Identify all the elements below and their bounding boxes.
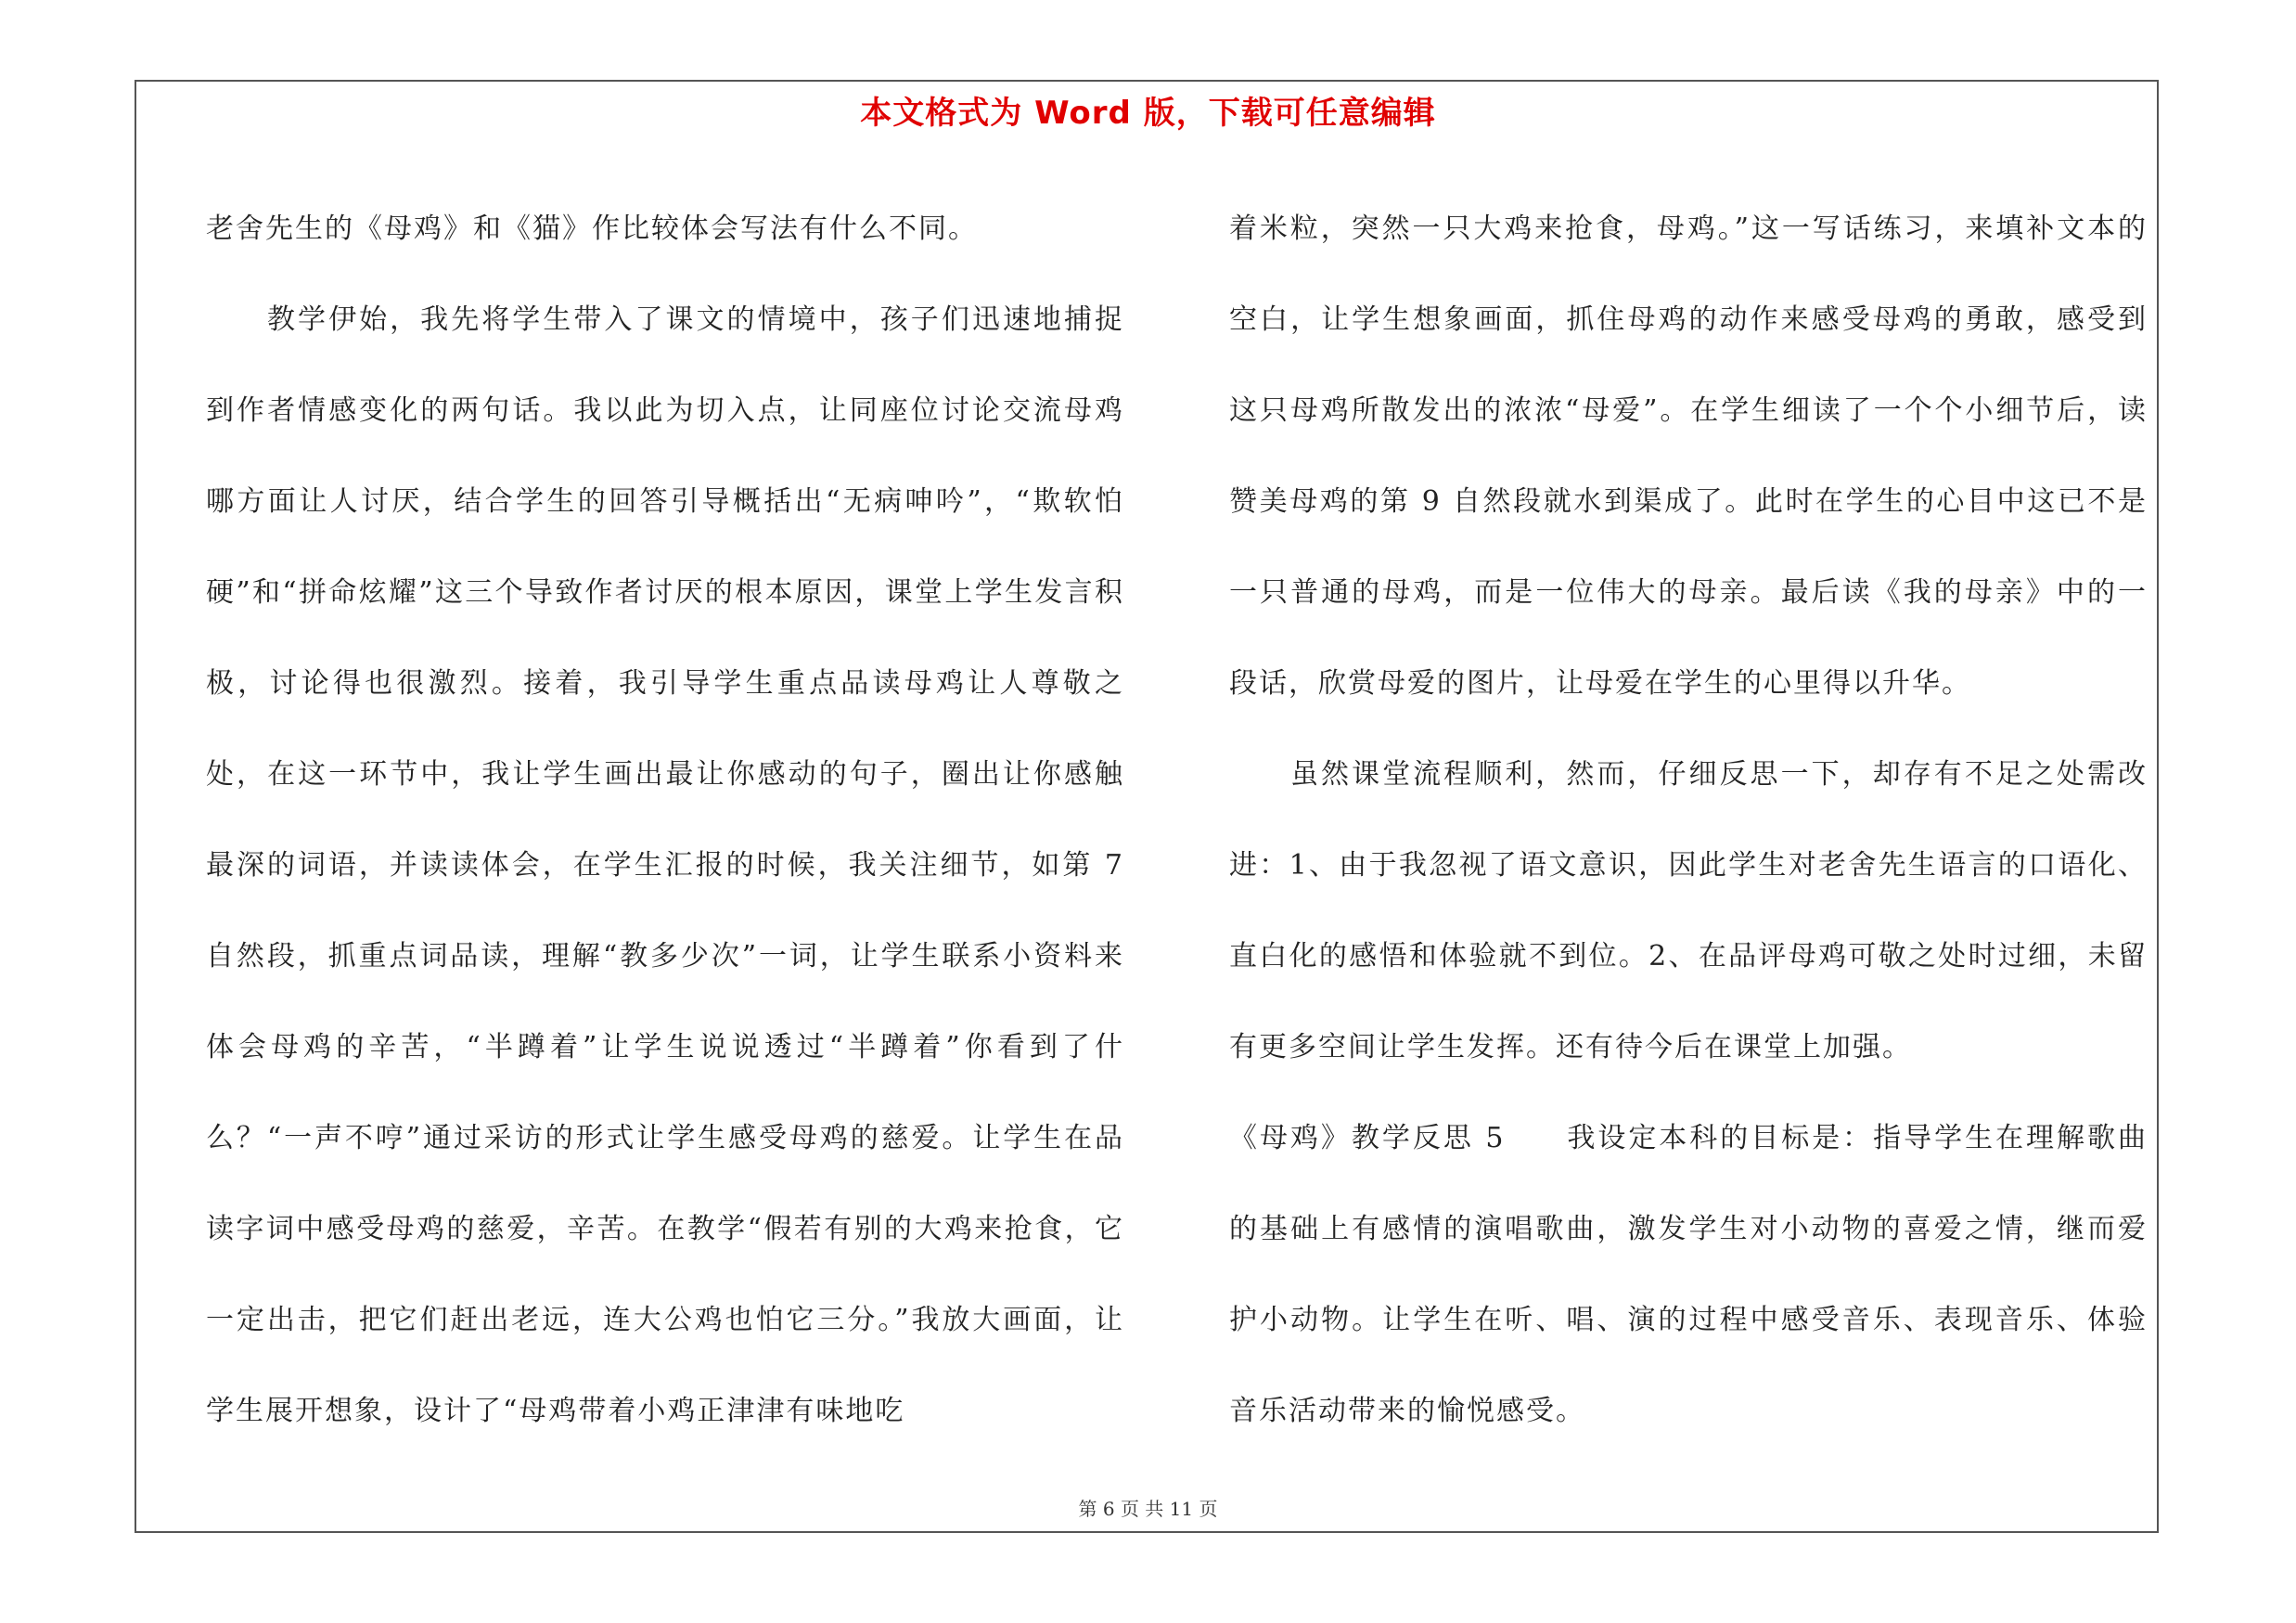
paragraph: 虽然课堂流程顺利，然而，仔细反思一下，却存有不足之处需改进：1、由于我忽视了语文意识，因此学生对老舍先生语言的口语化、直白化的感悟和体验就不到位。2、在品评母鸡可敬之处时过细，未留有更多空间让学生发挥。还有待今后在课堂上加强。 <box>1229 758 2148 1063</box>
download-notice-header: 本文格式为 Word 版，下载可任意编辑 <box>860 95 1436 132</box>
right-text-column <box>1229 184 2148 1457</box>
page-number-footer: 第 6 页 共 11 页 <box>1078 1498 1218 1520</box>
section-heading-paragraph: 《母鸡》教学反思 5 我设定本科的目标是：指导学生在理解歌曲的基础上有感情的演唱歌曲，激发学生对小动物的喜爱之情，继而爱护小动物。让学生在听、唱、演的过程中感受音乐、表现音乐、体验音乐活动带来的愉悦感受。 <box>1229 1122 2148 1427</box>
paragraph: 教学伊始，我先将学生带入了课文的情境中，孩子们迅速地捕捉到作者情感变化的两句话。我以此为切入点，让同座位讨论交流母鸡哪方面让人讨厌，结合学生的回答引导概括出“无病呻吟”，“欺软怕硬”和“拼命炫耀”这三个导致作者讨厌的根本原因，课堂上学生发言积极，讨论得也很激烈。接着，我引导学生重点品读母鸡让人尊敬之处，在这一环节中，我让学生画出最让你感动的句子，圈出让你感触最深的词语，并读读体会，在学生汇报的时候，我关注细节，如第 7 自然段，抓重点词品读，理解“教多少次”一词，让学生联系小资料来体会母鸡的辛苦，“半蹲着”让学生说说透过“半蹲着”你看到了什么？“一声不哼”通过采访的形式让学生感受母鸡的慈爱。让学生在品读字词中感受母鸡的慈爱，辛苦。在教学“假若有别的大鸡来抢食，它一定出击，把它们赶出老远，连大公鸡也怕它三分。”我放大画面，让学生展开想象，设计了“母鸡带着小鸡正津津有味地吃 <box>206 303 1124 1427</box>
left-text-column <box>206 184 1124 1457</box>
paragraph: 老舍先生的《母鸡》和《猫》作比较体会写法有什么不同。 <box>206 213 978 245</box>
paragraph: 着米粒，突然一只大鸡来抢食，母鸡。”这一写话练习，来填补文本的空白，让学生想象画面，抓住母鸡的动作来感受母鸡的勇敢，感受到这只母鸡所散发出的浓浓“母爱”。在学生细读了一个个小细节后，读赞美母鸡的第 9 自然段就水到渠成了。此时在学生的心目中这已不是一只普通的母鸡，而是一位伟大的母亲。最后读《我的母亲》中的一段话，欣赏母爱的图片，让母爱在学生的心里得以升华。 <box>1229 213 2148 700</box>
